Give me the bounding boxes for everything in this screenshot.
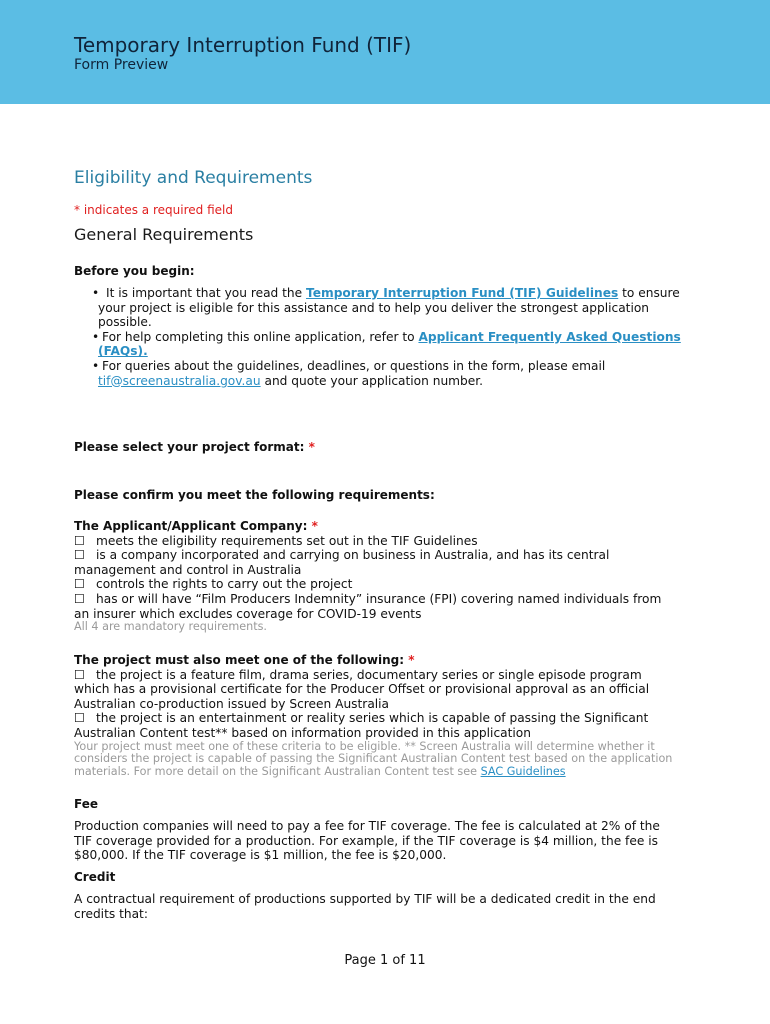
applicant-heading	[74, 519, 674, 534]
credit-heading: Credit	[74, 870, 116, 884]
list-item	[92, 330, 684, 359]
project-format-label: Please select your project format:	[74, 440, 309, 454]
project-help-body: Your project must meet one of these criteria to be eligible. ** Screen Australia will determine whether it considers the project is capable of passing the Significant Australian Content test based on the application materials. For more detail on the Significant Australian Content test see	[74, 739, 673, 779]
form-subtitle: Form Preview	[74, 57, 169, 73]
fee-heading: Fee	[74, 797, 98, 811]
project-heading	[74, 653, 680, 668]
list-item	[92, 286, 684, 330]
required-star: *	[311, 519, 318, 533]
list-item	[92, 359, 684, 388]
project-heading-label: The project must also meet one of the following:	[74, 653, 409, 667]
checkbox-option[interactable]	[74, 711, 680, 740]
checkbox-icon[interactable]: ☐	[74, 548, 85, 563]
checkbox-icon[interactable]: ☐	[74, 667, 85, 682]
checkbox-option[interactable]	[74, 548, 674, 577]
faq-link[interactable]: Applicant Frequently Asked Questions (FAQs).	[98, 329, 681, 359]
list-item-text: For help completing this online application, refer to	[102, 329, 419, 344]
checkbox-label: is a company incorporated and carrying on business in Australia, and has its central management and control in Australia	[74, 548, 610, 577]
list-item-text: and quote your application number.	[260, 373, 484, 388]
project-format-question[interactable]	[74, 440, 315, 455]
bullet-icon: •	[92, 329, 100, 344]
credit-text: A contractual requirement of productions supported by TIF will be a dedicated credit in the end credits that:	[74, 892, 656, 921]
list-item-text: to ensure your project is eligible for this assistance and to help you deliver the strongest application possible.	[98, 286, 680, 330]
required-star: *	[408, 653, 415, 667]
bullet-icon: •	[92, 358, 100, 373]
checkbox-option[interactable]	[74, 534, 674, 549]
confirm-requirements-heading: Please confirm you meet the following requirements:	[74, 488, 435, 502]
checkbox-option[interactable]	[74, 577, 674, 592]
sac-guidelines-link[interactable]: SAC Guidelines	[480, 765, 566, 779]
fee-text: Production companies will need to pay a fee for TIF coverage. The fee is calculated at 2% of the TIF coverage provided for a production. For example, if the TIF coverage is $4 million, the fee is $80,000. If the TIF coverage is $1 million, the fee is $20,000.	[74, 819, 660, 863]
checkbox-option[interactable]	[74, 668, 680, 712]
checkbox-icon[interactable]: ☐	[74, 533, 85, 548]
bullet-icon: •	[92, 286, 100, 300]
checkbox-option[interactable]	[74, 592, 674, 621]
checkbox-label: the project is an entertainment or reality series which is capable of passing the Significant Australian Content test** based on information provided in this application	[74, 711, 649, 740]
before-you-begin-heading: Before you begin:	[74, 264, 195, 278]
checkbox-icon[interactable]: ☐	[74, 591, 85, 606]
tif-email-link[interactable]: tif@screenaustralia.gov.au	[98, 373, 261, 388]
checkbox-label: the project is a feature film, drama series, documentary series or single episode program which has a provisional certificate for the Producer Offset or provisional approval as an official Australian co-production issued by Screen Australia	[74, 667, 650, 711]
checkbox-label: has or will have “Film Producers Indemnity” insurance (FPI) covering named individuals from an insurer which excludes coverage for COVID-19 events	[74, 591, 662, 621]
form-header	[0, 0, 770, 104]
applicant-requirements-group	[74, 519, 674, 634]
project-help-text	[74, 741, 674, 779]
list-item-text: It is important that you read the	[106, 286, 307, 300]
form-title: Temporary Interruption Fund (TIF)	[74, 33, 412, 57]
project-requirements-group	[74, 653, 680, 779]
checkbox-icon[interactable]: ☐	[74, 711, 85, 726]
tif-guidelines-link[interactable]: Temporary Interruption Fund (TIF) Guidelines	[306, 286, 619, 300]
before-you-begin-list	[92, 286, 684, 388]
list-item-text: For queries about the guidelines, deadlines, or questions in the form, please email	[102, 358, 606, 373]
applicant-heading-label: The Applicant/Applicant Company:	[74, 519, 312, 533]
required-field-note: * indicates a required field	[74, 203, 233, 217]
required-star: *	[308, 440, 315, 454]
checkbox-label: controls the rights to carry out the project	[96, 577, 353, 592]
page-number: Page 1 of 11	[344, 953, 426, 968]
general-requirements-title: General Requirements	[74, 225, 254, 244]
section-title: Eligibility and Requirements	[74, 168, 313, 188]
applicant-help-text: All 4 are mandatory requirements.	[74, 620, 267, 634]
checkbox-label: meets the eligibility requirements set out in the TIF Guidelines	[96, 533, 478, 548]
checkbox-icon[interactable]: ☐	[74, 577, 85, 592]
